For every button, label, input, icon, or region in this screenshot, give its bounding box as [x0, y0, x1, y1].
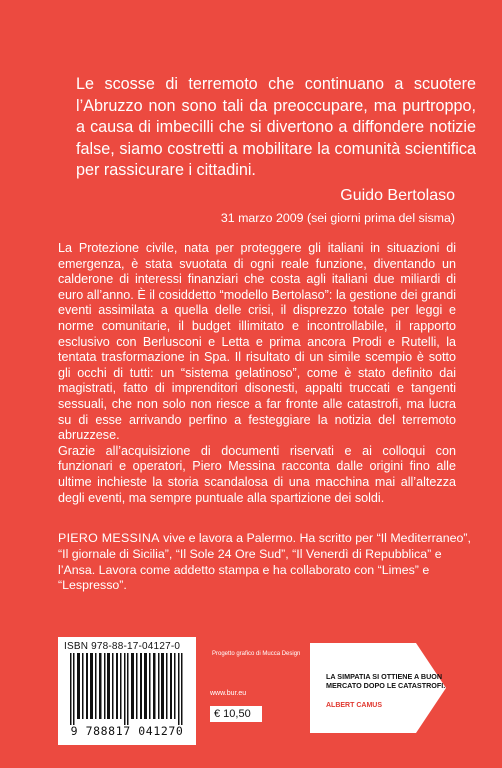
- price-label: € 10,50: [210, 706, 262, 722]
- callout-author: ALBERT CAMUS: [326, 702, 382, 709]
- author-bio-text: vive e lavora a Palermo. Ha scritto per “Il Mediterraneo”, “Il giornale di Sicilia”, “Il Sole 24 Ore Sud”, “Il Venerdì di Repubblica” e l’Ansa. Lavora come addetto stampa e ha collaborato con “Limes” e “Lespresso”.: [58, 531, 471, 593]
- barcode-icon: [62, 653, 192, 725]
- epigraph-quote: [76, 74, 476, 182]
- publisher-website: www.bur.eu: [210, 690, 247, 697]
- quote-date: 31 marzo 2009 (sei giorni prima del sisma): [220, 211, 455, 225]
- quote-text: Le scosse di terremoto che continuano a scuotere l’Abruzzo non sono tali da preoccupare, ma purtroppo, a causa di imbecilli che si divertono a diffondere notizie false, siamo costretti a mobilitare la comunità scientifica per rassicurare i cittadini.: [76, 75, 476, 180]
- callout-arrow: [308, 639, 448, 742]
- description-paragraph-2: Grazie all’acquisizione di documenti riservati e ai colloqui con funzionari e operatori, Piero Messina racconta dalle origini fino alle ultime inchieste la storia scandalosa di una macchina mai all’altezza degli eventi, ma sempre puntuale alla spartizione dei soldi.: [58, 443, 456, 505]
- description-paragraph-1: La Protezione civile, nata per proteggere gli italiani in situazioni di emergenza, è stata svuotata di ogni reale funzione, diventando un calderone di interessi finanziari che costa agli italiani due miliardi di euro all’anno. È il cosiddetto “modello Bertolaso”: la gestione dei grandi eventi assimilata a quella delle crisi, il disprezzo totale per leggi e norme comunitarie, il budget illimitato e incontrollabile, il rapporto esclusivo con Berlusconi e Letta e prima ancora Prodi e Rutelli, la tentata trasformazione in Spa. Il risultato di un simile scempio è sotto gli occhi di tutti: un “sistema gelatinoso”, come è stato definito dai magistrati, fatto di imprenditori disonesti, appalti truccati e tangenti sessuali, che non solo non riesce a far fronte alle catastrofi, ma lucra su di esse arrivando perfino a festeggiare la notizia del terremoto abruzzese.: [58, 241, 456, 443]
- design-credit: Progetto grafico di Mucca Design: [212, 651, 301, 657]
- barcode-number: 9 788817 041270: [70, 724, 184, 738]
- book-description: [58, 241, 456, 506]
- isbn-text: ISBN 978-88-17-04127-0: [64, 641, 181, 652]
- author-bio: [58, 531, 478, 594]
- callout-text: LA SIMPATIA SI OTTIENE A BUON MERCATO DOPO LE CATASTROFI.: [326, 672, 446, 690]
- author-name: PIERO MESSINA: [58, 531, 160, 545]
- quote-author: Guido Bertolaso: [340, 187, 455, 204]
- barcode-label: [58, 637, 196, 745]
